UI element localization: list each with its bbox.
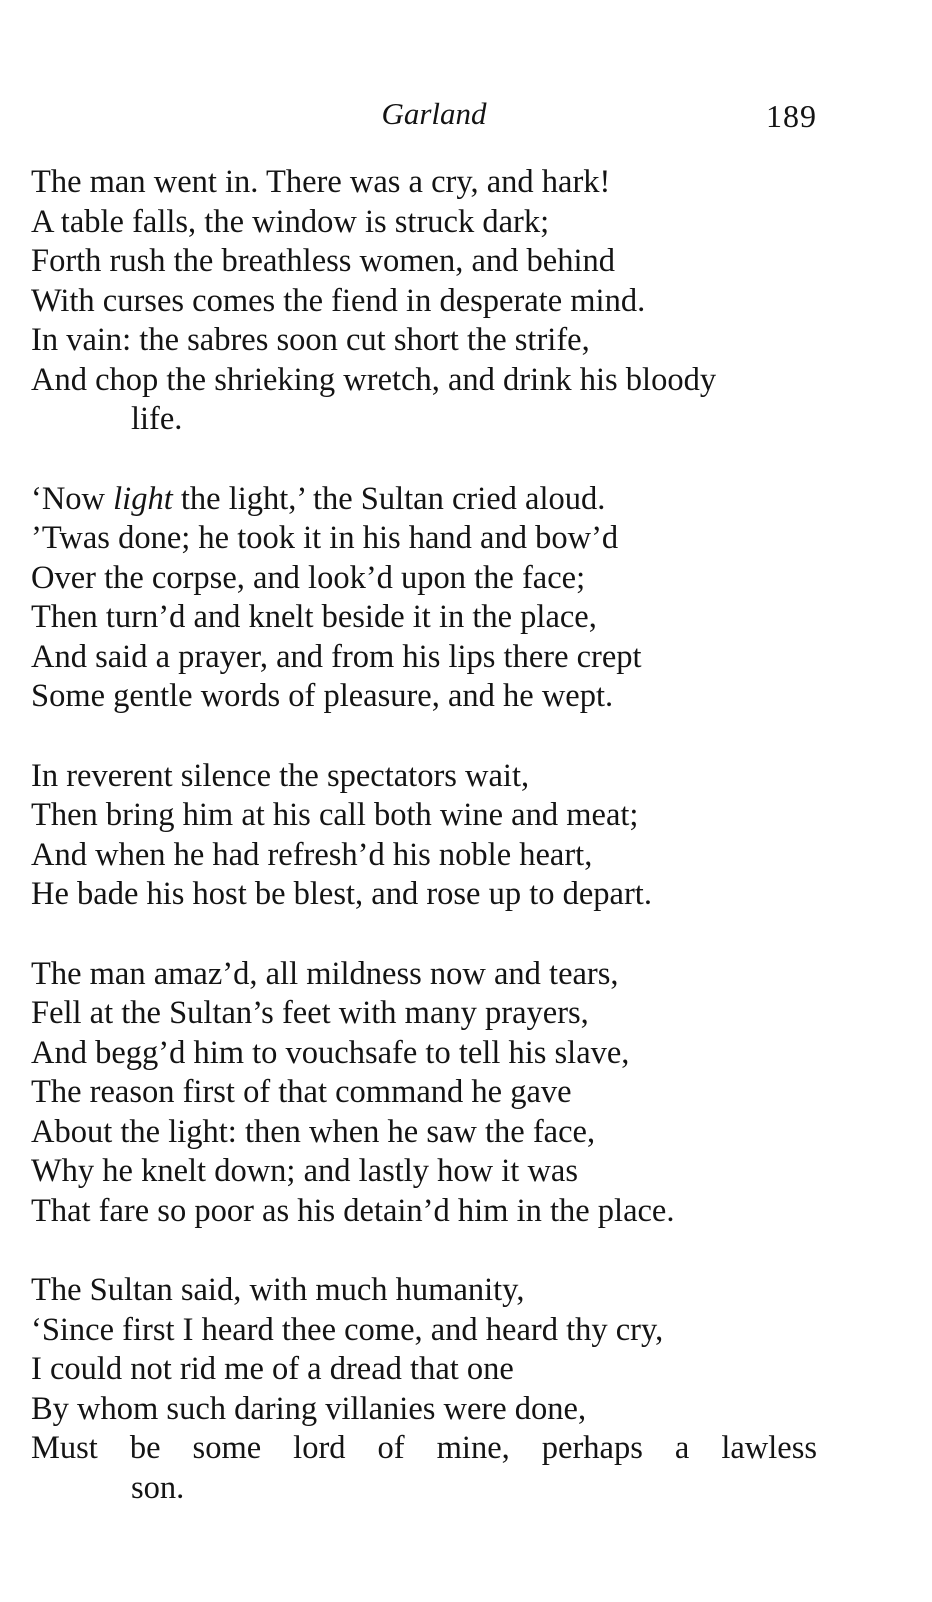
poem-line: About the light: then when he saw the face, xyxy=(31,1113,596,1150)
poem-line: And when he had refresh’d his noble heart, xyxy=(31,836,593,873)
poem-line: Must be some lord of mine, perhaps a lawless xyxy=(31,1430,817,1466)
poem-line: The man went in. There was a cry, and hark! xyxy=(31,164,611,200)
stanza-4 xyxy=(31,955,861,1232)
poem-line: By whom such daring villanies were done, xyxy=(31,1390,587,1427)
poem-line: The Sultan said, with much humanity, xyxy=(31,1272,525,1308)
poem-line: And chop the shrieking wretch, and drink his bloody xyxy=(31,361,717,398)
page-number: 189 xyxy=(766,98,817,134)
poem-line: ’Twas done; he took it in his hand and bow’d xyxy=(31,520,619,556)
poem-line: And begg’d him to vouchsafe to tell his slave, xyxy=(31,1034,630,1071)
poem-line: I could not rid me of a dread that one xyxy=(31,1351,514,1387)
stanza-5 xyxy=(31,1271,861,1508)
poem-line: Forth rush the breathless women, and behind xyxy=(31,243,615,279)
poem-line: Some gentle words of pleasure, and he wept. xyxy=(31,678,614,714)
stanza-2 xyxy=(31,480,861,717)
poem-line: The reason first of that command he gave xyxy=(31,1074,572,1110)
poem-line: That fare so poor as his detain’d him in the place. xyxy=(31,1192,675,1229)
poem-line-turnover: son. xyxy=(131,1469,185,1506)
italic-emphasis: light xyxy=(113,480,173,517)
poem-line: Over the corpse, and look’d upon the face; xyxy=(31,559,586,596)
poem-line: The man amaz’d, all mildness now and tears, xyxy=(31,955,619,992)
poem-line: He bade his host be blest, and rose up to depart. xyxy=(31,876,652,912)
poem-text xyxy=(31,163,861,1548)
poem-line: And said a prayer, and from his lips there crept xyxy=(31,638,642,675)
poem-line-turnover: life. xyxy=(131,401,183,437)
poem-line: Then turn’d and knelt beside it in the place, xyxy=(31,599,597,635)
poem-line: Fell at the Sultan’s feet with many prayers, xyxy=(31,995,589,1031)
poem-line: ‘Since first I heard thee come, and heard thy cry, xyxy=(31,1311,664,1348)
poem-line: Why he knelt down; and lastly how it was xyxy=(31,1153,578,1189)
poem-line: In vain: the sabres soon cut short the strife, xyxy=(31,322,590,358)
poem-line: A table falls, the window is struck dark; xyxy=(31,203,550,240)
stanza-1 xyxy=(31,163,861,440)
running-title: Garland xyxy=(381,96,487,131)
poem-line: In reverent silence the spectators wait, xyxy=(31,757,530,794)
stanza-3 xyxy=(31,757,861,915)
poem-line-with-italic: ‘Now light the light,’ the Sultan cried aloud. xyxy=(31,480,606,517)
poem-line: With curses comes the fiend in desperate mind. xyxy=(31,282,646,319)
poem-line: Then bring him at his call both wine and meat; xyxy=(31,797,639,833)
running-head xyxy=(0,96,932,140)
